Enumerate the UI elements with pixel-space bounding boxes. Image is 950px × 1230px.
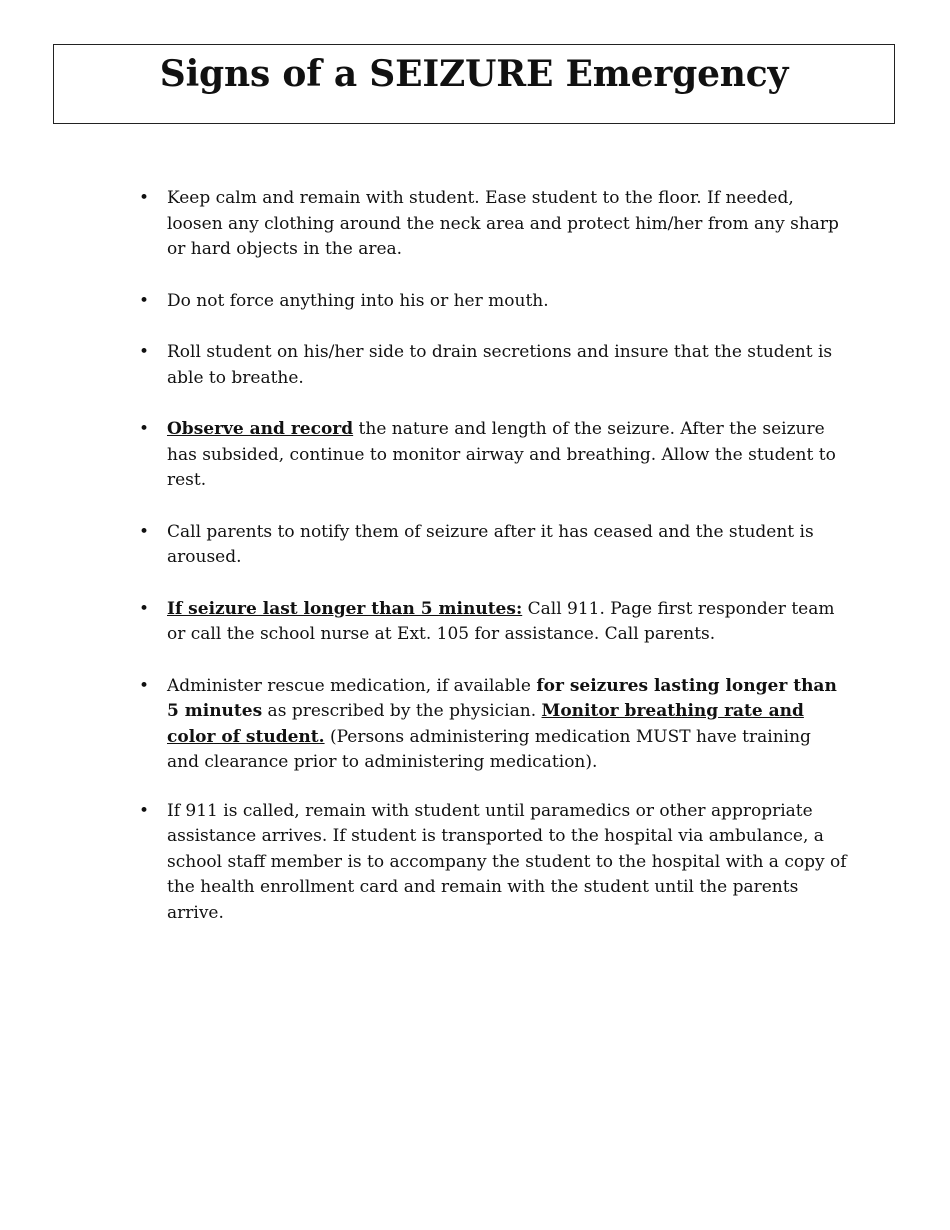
page-title: Signs of a SEIZURE Emergency [159, 53, 789, 95]
step-text: (Persons administering medication MUST have training and clearance prior to administering medication). [167, 726, 811, 772]
step-text: Roll student on his/her side to drain secretions and insure that the student is able to breathe. [167, 342, 833, 388]
step-text: Call parents to notify them of seizure after it has ceased and the student is aroused. [167, 521, 814, 567]
list-item [139, 340, 847, 391]
step-lead-emphasis: Monitor breathing rate and color of student. [167, 701, 804, 747]
bullet-icon: • [139, 419, 150, 439]
list-item [139, 417, 847, 494]
step-lead-emphasis: If seizure last longer than 5 minutes: [167, 598, 523, 619]
list-item [139, 799, 847, 927]
bullet-icon: • [139, 342, 150, 362]
bullet-icon: • [139, 598, 150, 619]
bullet-icon: • [139, 521, 150, 542]
title-box [53, 44, 895, 124]
step-text: the nature and length of the seizure. After the seizure has subsided, continue to monitor airway and breathing. Allow the student to rest. [167, 419, 836, 490]
step-text: Call 911. Page first responder team or call the school nurse at Ext. 105 for assistance. Call parents. [167, 598, 835, 644]
bullet-icon: • [139, 675, 150, 696]
list-item [139, 186, 847, 263]
step-text: Keep calm and remain with student. Ease student to the floor. If needed, loosen any clothing around the neck area and protect him/her from any sharp or hard objects in the area. [167, 188, 839, 259]
list-item [139, 674, 847, 776]
seizure-steps-list [139, 186, 847, 952]
step-text: Do not force anything into his or her mouth. [167, 290, 549, 311]
step-bold-text: for seizures lasting longer than 5 minutes [167, 675, 837, 721]
step-text: Administer rescue medication, if available [167, 675, 537, 696]
step-text: If 911 is called, remain with student until paramedics or other appropriate assistance arrives. If student is transported to the hospital via ambulance, a school staff member is to accompany the student to the hospital with a copy of the health enrollment card and remain with the student until the parents arrive. [167, 800, 847, 923]
list-item [139, 520, 847, 571]
step-lead-emphasis: Observe and record [167, 419, 354, 439]
bullet-icon: • [139, 800, 150, 821]
bullet-icon: • [139, 188, 150, 208]
step-text: as prescribed by the physician. [262, 701, 542, 721]
bullet-icon: • [139, 290, 150, 311]
list-item [139, 289, 847, 315]
list-item [139, 597, 847, 648]
